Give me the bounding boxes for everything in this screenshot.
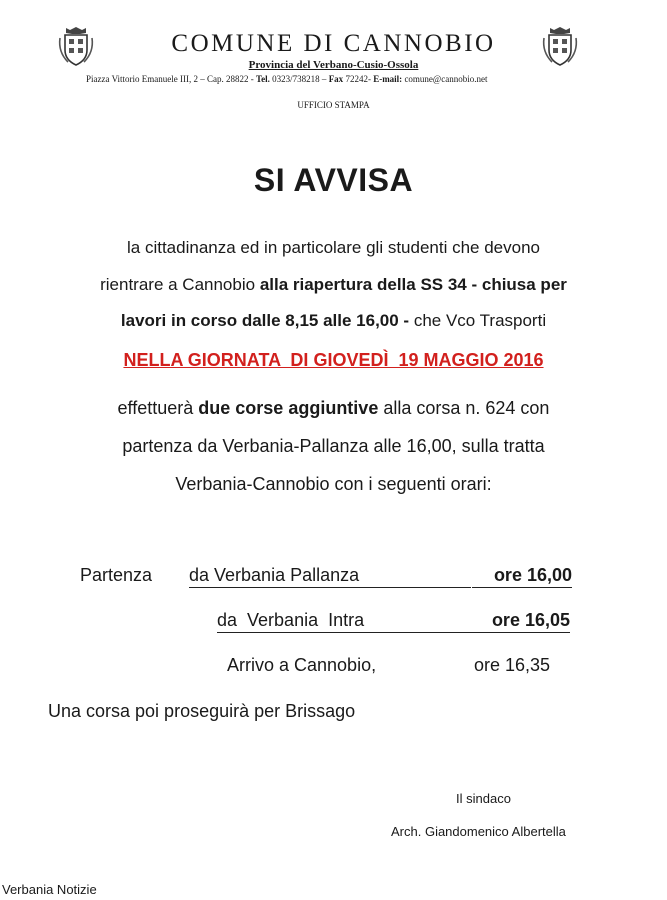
- departure-pallanza-time: ore 16,00: [472, 565, 572, 588]
- press-office-label: UFFICIO STAMPA: [297, 100, 370, 110]
- departure-intra-time: ore 16,05: [469, 610, 570, 633]
- body-line-5-post: alla corsa n. 624 con: [378, 398, 550, 418]
- arrival-label: Arrivo a Cannobio,: [227, 655, 377, 675]
- body-line-2-bold: alla riapertura della SS 34 - chiusa per: [259, 275, 567, 294]
- body-line-2: [0, 275, 667, 295]
- event-date: NELLA GIORNATA DI GIOVEDÌ 19 MAGGIO 2016: [123, 350, 544, 370]
- signature-name: Arch. Giandomenico Albertella: [391, 824, 566, 839]
- tel-label: Tel.: [256, 74, 270, 84]
- departure-pallanza: da Verbania Pallanza: [189, 565, 471, 588]
- signature-role: Il sindaco: [456, 791, 511, 806]
- body-line-5-bold: due corse aggiuntive: [198, 398, 379, 418]
- body-line-6: partenza da Verbania-Pallanza alle 16,00, sulla tratta: [122, 436, 545, 456]
- email-label: E-mail:: [373, 74, 403, 84]
- municipality-name: COMUNE DI CANNOBIO: [171, 30, 496, 57]
- body-line-1: la cittadinanza ed in particolare gli studenti che devono: [127, 238, 540, 257]
- arrival-time: ore 16,35: [474, 655, 551, 675]
- fax-label: Fax: [328, 74, 344, 84]
- address-main: Piazza Vittorio Emanuele III, 2 – Cap. 28822 -: [86, 74, 256, 84]
- tel-value: 0323/738218 –: [269, 74, 329, 84]
- province-name: Provincia del Verbano-Cusio-Ossola: [248, 59, 419, 71]
- email-value: comune@cannobio.net: [402, 74, 488, 84]
- body-line-5: [0, 398, 667, 419]
- fax-value: 72242-: [343, 74, 374, 84]
- body-line-2-pre: rientrare a Cannobio: [100, 275, 260, 294]
- notice-title: SI AVVISA: [253, 162, 414, 198]
- departure-label: Partenza: [80, 565, 153, 585]
- brissago-note: Una corsa poi proseguirà per Brissago: [48, 701, 356, 721]
- body-line-3: [0, 311, 667, 331]
- source-caption: Verbania Notizie: [2, 882, 97, 897]
- address-line: [86, 74, 487, 84]
- body-line-7: Verbania-Cannobio con i seguenti orari:: [175, 474, 492, 494]
- body-line-3-bold: lavori in corso dalle 8,15 alle 16,00 -: [120, 311, 410, 330]
- body-line-3-post: che Vco Trasporti: [409, 311, 547, 330]
- departure-intra: da Verbania Intra: [217, 610, 469, 633]
- body-line-5-pre: effettuerà: [117, 398, 199, 418]
